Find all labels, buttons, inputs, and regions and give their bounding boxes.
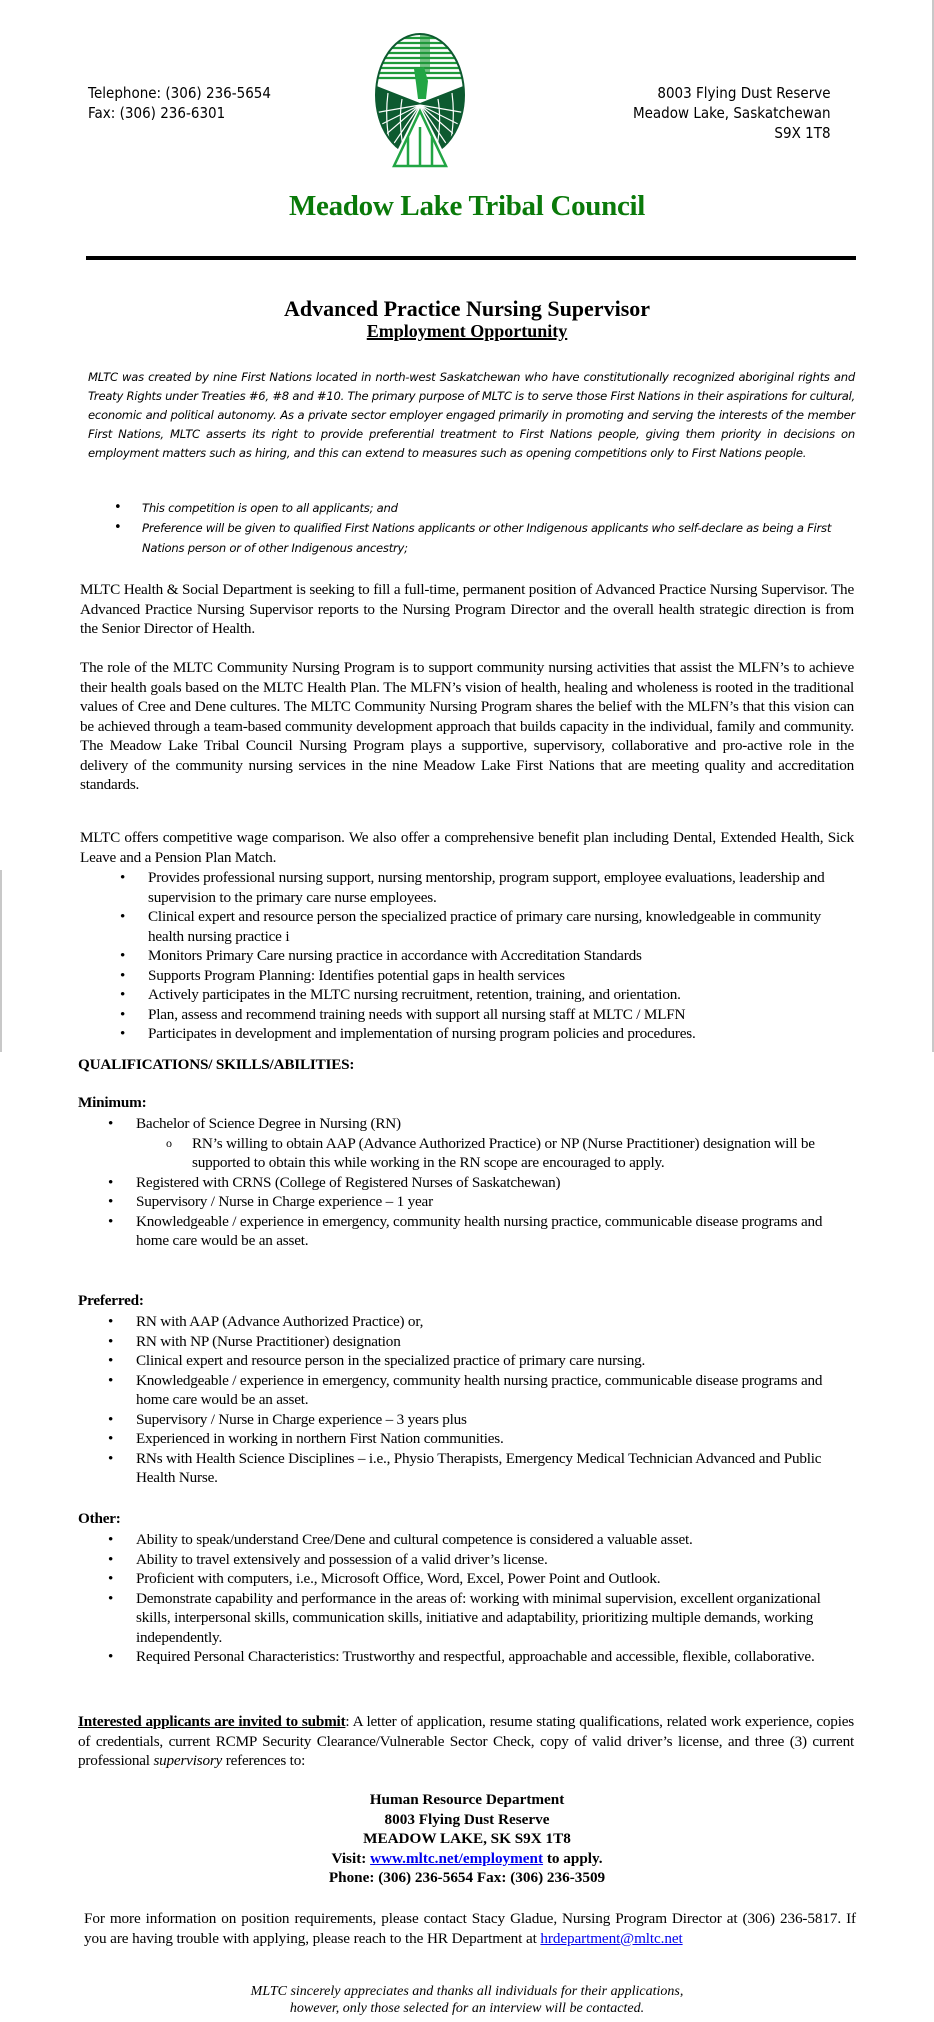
other-list: [98, 1530, 838, 1667]
list-item: • Clinical expert and resource person in the specialized practice of primary care nursing.: [98, 1351, 838, 1371]
mltc-logo-icon: [374, 33, 466, 171]
list-item: • Proficient with computers, i.e., Microsoft Office, Word, Excel, Power Point and Outlook.: [98, 1569, 838, 1589]
list-item: • Registered with CRNS (College of Registered Nurses of Saskatchewan): [98, 1173, 838, 1193]
hr-department: Human Resource Department: [369, 1791, 565, 1808]
program-description: The role of the MLTC Community Nursing Program is to support community nursing activities that assist the MLFN’s to achieve their health goals based on the MLTC Health Plan. The MLFN’s vision of health, healing and wholeness is rooted in the traditional values of Cree and Dene cultures. The MLTC Community Nursing Program shares the belief with the MLFN’s that this vision can be achieved through a team-based community development approach that builds capacity in the individual, family and community. The Meadow Lake Tribal Council Nursing Program plays a supportive, supervisory, collaborative and pro-active role in the delivery of the community nursing services in the nine Meadow Lake First Nations that are meeting quality and accreditation standards.: [80, 659, 854, 793]
list-item: • Knowledgeable / experience in emergency, community health nursing practice, communicable disease programs and home care would be an asset.: [98, 1212, 838, 1251]
address-line1: 8003 Flying Dust Reserve: [657, 84, 831, 102]
list-item: • Actively participates in the MLTC nursing recruitment, retention, training, and orientation.: [110, 985, 850, 1005]
list-item: • RN with NP (Nurse Practitioner) designation: [98, 1332, 838, 1352]
list-item: • Ability to travel extensively and possession of a valid driver’s license.: [98, 1550, 838, 1570]
hr-city: MEADOW LAKE, SK S9X 1T8: [363, 1830, 571, 1847]
apply-lead: Interested applicants are invited to submit: [78, 1713, 346, 1730]
org-name: Meadow Lake Tribal Council: [288, 190, 646, 222]
duties-list: [110, 868, 850, 1044]
benefits-paragraph: MLTC offers competitive wage comparison. We also offer a comprehensive benefit plan including Dental, Extended Health, Sick Leave and a Pension Plan Match.: [80, 829, 854, 866]
list-item: • Provides professional nursing support, nursing mentorship, program support, employee evaluations, leadership and supervision to the primary care nurse employees.: [110, 868, 850, 907]
supervisory-emphasis: supervisory: [153, 1752, 223, 1769]
list-item: • Bachelor of Science Degree in Nursing (RN) o RN’s willing to obtain AAP (Advance Authorized Practice) or NP (Nurse Practitioner) designation will be supported to obtain this while working in the RN scope are encouraged to apply.: [98, 1114, 838, 1173]
fax: Fax: (306) 236-6301: [88, 104, 226, 122]
list-item: • This competition is open to all applicants; and: [112, 498, 857, 518]
job-title: Advanced Practice Nursing Supervisor: [283, 296, 651, 321]
preferred-list: [98, 1312, 838, 1488]
qualifications-heading: QUALIFICATIONS/ SKILLS/ABILITIES:: [78, 1056, 355, 1073]
list-item: • Participates in development and implementation of nursing program policies and procedures.: [110, 1024, 850, 1044]
other-heading: Other:: [78, 1510, 121, 1527]
apply-instructions: Interested applicants are invited to submit: A letter of application, resume stating qualifications, related work experience, copies of credentials, current RCMP Security Clearance/Vulnerable Sector Check, copy of valid driver’s license, and three (3) current professional supervisory references to:: [78, 1713, 854, 1769]
header-divider: [86, 256, 856, 260]
minimum-heading: Minimum:: [78, 1094, 147, 1111]
intro-paragraph: MLTC was created by nine First Nations located in north-west Saskatchewan who have constitutionally recognized aboriginal rights and Treaty Rights under Treaties #6, #8 and #10. The primary purpose of MLTC is to serve those First Nations in their aspirations for cultural, economic and political autonomy. As a private sector employer engaged primarily in promoting and serving the interests of the member First Nations, MLTC asserts its right to provide preferential treatment to First Nations people, giving them priority in decisions on employment matters such as hiring, and this can extend to measures such as opening competitions only to First Nations people.: [88, 370, 855, 460]
list-item: • Monitors Primary Care nursing practice in accordance with Accreditation Standards: [110, 946, 850, 966]
employment-link[interactable]: www.mltc.net/employment: [370, 1849, 544, 1867]
address-line2: Meadow Lake, Saskatchewan: [633, 104, 831, 122]
minimum-sublist: [136, 1134, 838, 1173]
list-item: • Experienced in working in northern First Nation communities.: [98, 1429, 838, 1449]
list-item: • Supports Program Planning: Identifies potential gaps in health services: [110, 966, 850, 986]
list-item: • Preference will be given to qualified First Nations applicants or other Indigenous applicants who self-declare as being a First Nations person or of other Indigenous ancestry;: [112, 518, 857, 558]
page-edge-left: [0, 870, 2, 1052]
header-address-block: [633, 83, 831, 143]
minimum-list: [98, 1114, 838, 1251]
hr-email-link[interactable]: hrdepartment@mltc.net: [540, 1929, 683, 1947]
job-subtitle: Employment Opportunity: [366, 321, 568, 341]
hr-street: 8003 Flying Dust Reserve: [384, 1810, 550, 1828]
address-line3: S9X 1T8: [774, 124, 831, 142]
list-item: • Supervisory / Nurse in Charge experience – 1 year: [98, 1192, 838, 1212]
list-item: • Plan, assess and recommend training needs with support all nursing staff at MLTC / MLFN: [110, 1005, 850, 1025]
preferred-heading: Preferred:: [78, 1292, 144, 1309]
list-item: • Required Personal Characteristics: Trustworthy and respectful, approachable and accessible, flexible, collaborative.: [98, 1647, 838, 1667]
telephone: Telephone: (306) 236-5654: [88, 84, 271, 102]
hr-phone-fax: Phone: (306) 236-5654 Fax: (306) 236-3509: [328, 1869, 606, 1886]
visit-line: Visit: www.mltc.net/employment to apply.: [331, 1849, 603, 1867]
list-item: • RN with AAP (Advance Authorized Practice) or,: [98, 1312, 838, 1332]
list-item: • Demonstrate capability and performance in the areas of: working with minimal supervision, excellent organizational skills, interpersonal skills, communication skills, initiative and adaptability, prioritizing multiple demands, working independently.: [98, 1589, 838, 1648]
thank-you-note: MLTC sincerely appreciates and thanks all individuals for their applications, however, only those selected for an interview will be contacted.: [250, 1984, 684, 2016]
list-item: • Ability to speak/understand Cree/Dene and cultural competence is considered a valuable asset.: [98, 1530, 838, 1550]
hr-contact-block: [0, 1790, 934, 1888]
more-info-paragraph: For more information on position requirements, please contact Stacy Gladue, Nursing Program Director at (306) 236-5817. If you are having trouble with applying, please reach to the HR Department at hrdepartment@mltc.net: [84, 1910, 856, 1947]
list-item: • Knowledgeable / experience in emergency, community health nursing practice, communicable disease programs and home care would be an asset.: [98, 1371, 838, 1410]
position-summary: MLTC Health & Social Department is seeking to fill a full-time, permanent position of Advanced Practice Nursing Supervisor. The Advanced Practice Nursing Supervisor reports to the Nursing Program Director and the overall health strategic direction is from the Senior Director of Health.: [80, 581, 854, 637]
header-phone-block: [88, 83, 271, 123]
list-item: o RN’s willing to obtain AAP (Advance Authorized Practice) or NP (Nurse Practitioner) designation will be supported to obtain this while working in the RN scope are encouraged to apply.: [136, 1134, 838, 1173]
list-item: • Supervisory / Nurse in Charge experience – 3 years plus: [98, 1410, 838, 1430]
intro-bullets: [112, 498, 857, 558]
list-item: • Clinical expert and resource person the specialized practice of primary care nursing, knowledgeable in community health nursing practice i: [110, 907, 850, 946]
list-item: • RNs with Health Science Disciplines – i.e., Physio Therapists, Emergency Medical Technician Advanced and Public Health Nurse.: [98, 1449, 838, 1488]
